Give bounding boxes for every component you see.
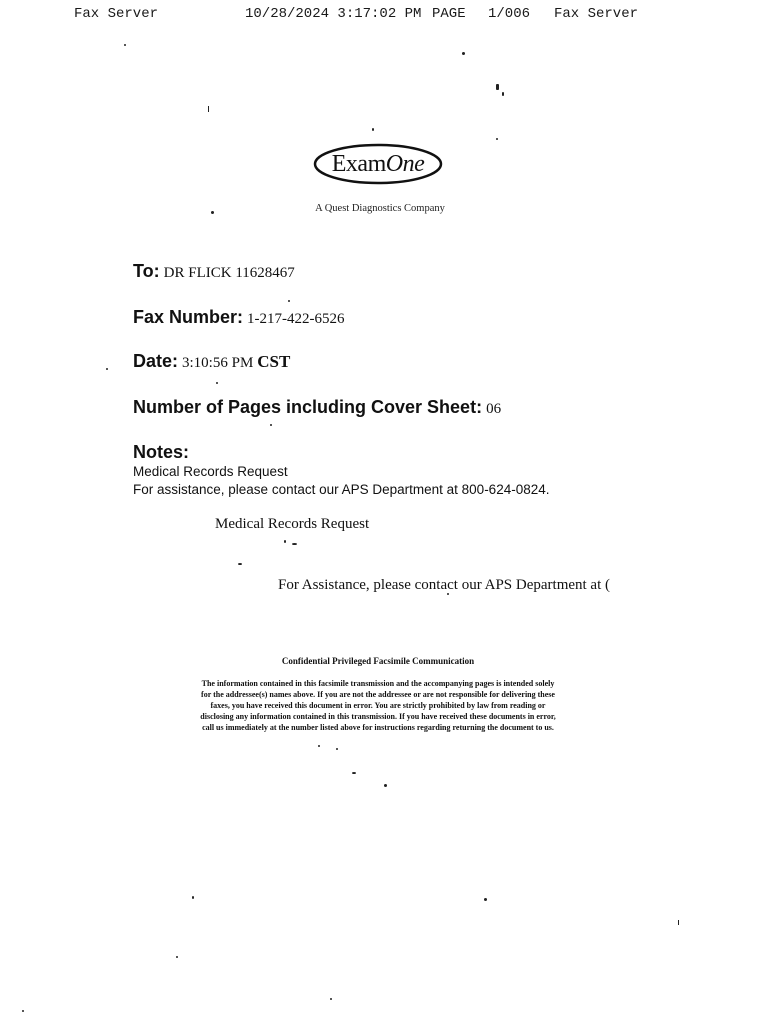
logo-tagline: A Quest Diagnostics Company: [315, 203, 445, 214]
scan-speck: [106, 368, 108, 370]
scan-speck: [384, 784, 387, 787]
scan-speck: [238, 563, 242, 565]
confidential-line: call us immediately at the number listed above for instructions regarding returning the document to us.: [202, 723, 554, 732]
date-field: [133, 351, 290, 372]
scan-speck: [352, 772, 356, 774]
examone-logo: [312, 142, 444, 186]
scan-speck: [372, 128, 374, 131]
scan-speck: [192, 896, 194, 899]
medical-records-heading: Medical Records Request: [215, 516, 370, 532]
scan-speck: [330, 998, 332, 1000]
to-label: To:: [133, 261, 160, 281]
scan-speck: [502, 92, 504, 96]
assistance-line: For Assistance, please contact our APS Department at (: [278, 577, 611, 593]
page-count-value: 06: [486, 401, 502, 417]
notes-label: Notes:: [133, 442, 190, 462]
confidential-line: faxes, you have received this document in error. You are strictly prohibited by law from reading or: [210, 701, 546, 710]
scan-speck: [678, 920, 679, 925]
scan-speck: [216, 382, 218, 384]
page-count-field: [133, 397, 501, 418]
scan-speck: [496, 84, 499, 90]
confidential-title: Confidential Privileged Facsimile Communication: [281, 656, 475, 666]
scan-speck: [288, 300, 290, 302]
scan-speck: [336, 748, 338, 750]
scan-speck: [462, 52, 465, 55]
fax-number-field: [133, 307, 345, 328]
to-value: DR FLICK 11628467: [163, 265, 295, 281]
fax-header-page-label: PAGE: [432, 6, 466, 22]
confidential-line: The information contained in this facsimile transmission and the accompanying pages is intended solely: [201, 679, 555, 688]
notes-line-assistance: For assistance, please contact our APS Department at 800-624-0824.: [133, 482, 550, 497]
fax-number-label: Fax Number:: [133, 307, 244, 327]
scan-speck: [447, 593, 449, 595]
scan-speck: [211, 211, 214, 214]
scan-speck: [124, 44, 126, 46]
logo-text-one: One: [385, 150, 425, 177]
fax-header-datetime: 10/28/2024 3:17:02 PM: [245, 6, 422, 22]
scan-speck: [318, 745, 320, 747]
scan-speck: [484, 898, 487, 901]
confidential-line: for the addressee(s) names above. If you are not the addressee or are not responsible for delivering these: [201, 690, 555, 699]
scan-speck: [496, 138, 498, 140]
confidential-line: disclosing any information contained in this transmission. If you have received these documents in error,: [200, 712, 556, 721]
fax-number-value: 1-217-422-6526: [247, 311, 345, 327]
scan-speck: [208, 106, 209, 112]
fax-header: [0, 6, 768, 24]
logo-text-exam: Exam: [331, 150, 386, 177]
logo-wordmark: [312, 142, 444, 186]
scan-speck: [284, 540, 286, 543]
date-value: 3:10:56 PM: [182, 355, 254, 371]
date-timezone: CST: [257, 352, 291, 371]
fax-header-destination: Fax Server: [554, 6, 639, 22]
page-count-label: Number of Pages including Cover Sheet:: [133, 397, 483, 417]
to-field: [133, 261, 295, 282]
fax-header-page-number: 1/006: [488, 6, 531, 22]
scan-speck: [176, 956, 178, 958]
confidential-notice: [160, 678, 596, 733]
scan-speck: [22, 1010, 24, 1012]
fax-header-source: Fax Server: [74, 6, 159, 22]
notes-line-request: Medical Records Request: [133, 464, 288, 479]
date-label: Date:: [133, 351, 179, 371]
scan-speck: [292, 543, 297, 545]
scan-speck: [270, 424, 272, 426]
